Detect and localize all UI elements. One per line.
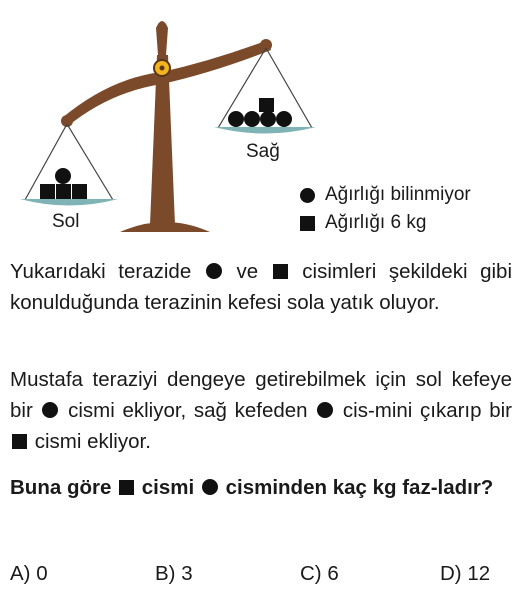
- question-text: [10, 472, 512, 503]
- paragraph-intro: [10, 256, 512, 318]
- square-icon: [273, 264, 288, 279]
- legend-known-text: Ağırlığı 6 kg: [325, 212, 427, 233]
- left-square-2: [56, 184, 71, 199]
- p1-text-1: Yukarıdaki terazide: [10, 260, 192, 283]
- option-b[interactable]: B) 3: [155, 562, 193, 585]
- p1-text-3: cisimleri şekildeki gibi konulduğunda terazinin kefesi sola yatık oluyor.: [10, 260, 512, 314]
- right-pan-label: Sağ: [246, 141, 280, 162]
- right-circle-4: [276, 111, 292, 127]
- q-text-3: cisminden kaç kg faz-ladır?: [225, 476, 494, 499]
- balance-scale-figure: [0, 0, 522, 250]
- q-text-2: cismi: [141, 476, 195, 499]
- left-square-1: [40, 184, 55, 199]
- q-text-1: Buna göre: [10, 476, 112, 499]
- left-square-3: [72, 184, 87, 199]
- square-icon: [12, 434, 27, 449]
- square-icon: [300, 216, 315, 231]
- option-c[interactable]: C) 6: [300, 562, 339, 585]
- circle-icon: [206, 263, 222, 279]
- circle-icon: [202, 479, 218, 495]
- right-circle-2: [244, 111, 260, 127]
- circle-icon: [300, 188, 315, 203]
- answer-options: [10, 562, 510, 592]
- circle-icon: [42, 402, 58, 418]
- right-circle-1: [228, 111, 244, 127]
- option-d[interactable]: D) 12: [440, 562, 491, 585]
- scale-top-ornament: [156, 21, 168, 55]
- option-a[interactable]: A) 0: [10, 562, 48, 585]
- left-pan: [20, 199, 118, 206]
- p2-text-1: Mustafa teraziyi dengeye getirebilmek için sol kefeye bir: [10, 368, 512, 422]
- p2-text-4: cismi ekliyor.: [34, 430, 151, 453]
- legend-unknown-text: Ağırlığı bilinmiyor: [325, 184, 471, 205]
- circle-icon: [317, 402, 333, 418]
- p2-text-3: cis-mini çıkarıp bir: [342, 399, 512, 422]
- legend-unknown-weight: [300, 184, 471, 206]
- left-circle-1: [55, 168, 71, 184]
- right-circle-3: [260, 111, 276, 127]
- paragraph-action: [10, 364, 512, 457]
- legend-known-weight: [300, 212, 426, 234]
- right-pan: [214, 127, 316, 134]
- square-icon: [119, 480, 134, 495]
- p1-text-2: ve: [236, 260, 259, 283]
- left-pan-label: Sol: [52, 211, 80, 232]
- right-square-1: [259, 98, 274, 112]
- p2-text-2: cismi ekliyor, sağ kefeden: [68, 399, 308, 422]
